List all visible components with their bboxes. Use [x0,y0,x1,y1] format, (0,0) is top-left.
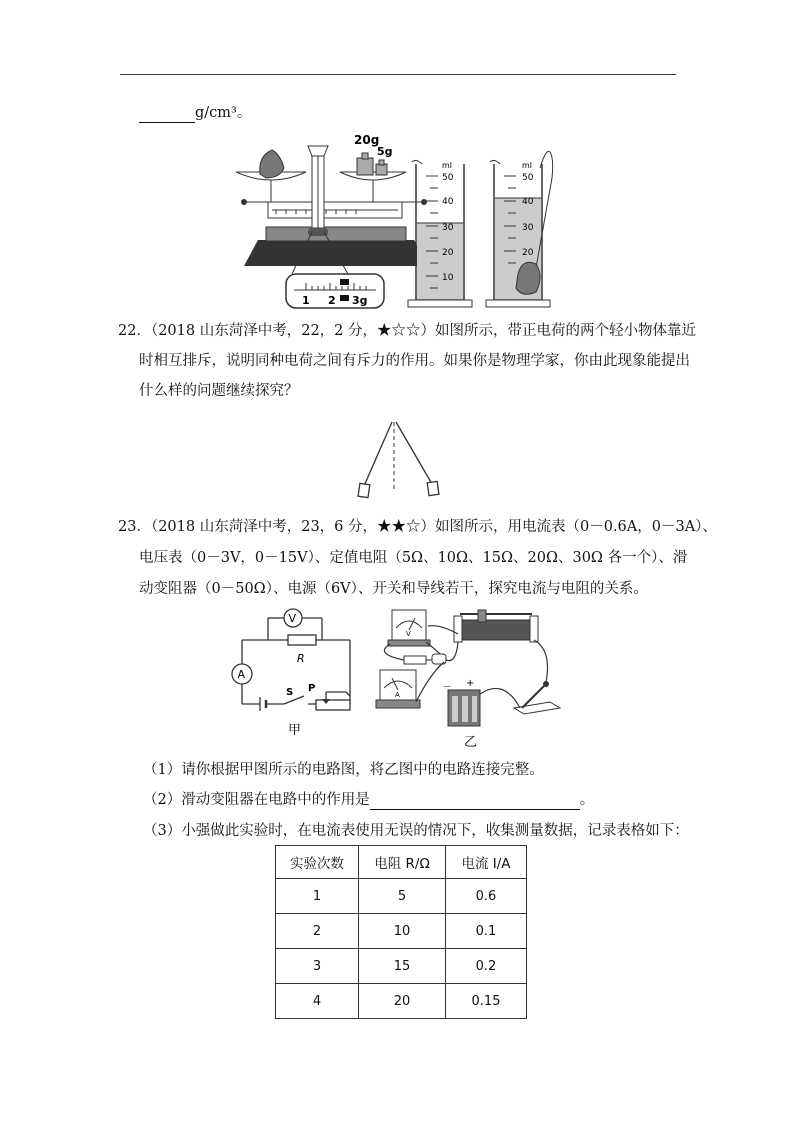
scale-label-3g: 3g [352,294,368,307]
battery-plus-label: + [466,678,475,689]
q23-sub2-prefix: （2）滑动变阻器在电路中的作用是 [143,792,370,808]
q23-sub3: （3）小强做此实验时，在电流表使用无误的情况下，收集测量数据，记录表格如下： [143,823,689,839]
cell-current: 0.6 [446,879,527,914]
resistor-label: R [297,652,305,665]
table-row [276,949,527,984]
q22-line1 [118,321,696,341]
fixed-resistor-device [404,654,446,664]
q22-text1: （2018 山东菏泽中考，22，2 分，★☆☆）如图所示，带正电荷的两个轻小物体靠近 [150,323,696,339]
header-trial: 实验次数 [276,846,359,879]
battery-minus-label: － [442,682,452,693]
cyl2-tick-20: 20 [522,248,534,258]
q23-sub2-answer-blank[interactable] [370,809,580,810]
charged-objects-figure [350,418,450,502]
cyl2-tick-30: 30 [522,223,534,233]
voltmeter-device [388,610,430,646]
ammeter-device-label: A [395,691,400,699]
cell-resistance: 5 [359,879,446,914]
pointer-scale [308,146,328,156]
rider [340,279,349,285]
density-answer-blank[interactable] [139,122,195,123]
cell-trial: 1 [276,879,359,914]
resistor-symbol [288,635,316,645]
balance-cylinder-figure [236,128,566,318]
switch-device [514,681,560,714]
left-thread [364,422,392,486]
rheostat-symbol [316,700,350,710]
q23-line2: 电压表（0－3V，0－15V）、定值电阻（5Ω、10Ω、15Ω、20Ω、30Ω 各一个）、滑 [139,550,688,566]
table-header-row [276,846,527,879]
balance-platform [266,227,406,241]
cyl1-tick-10: 10 [442,273,454,283]
rheostat-device [454,610,538,642]
cell-trial: 4 [276,984,359,1019]
weight-20g [357,158,373,175]
cell-trial: 2 [276,914,359,949]
table-row [276,984,527,1019]
voltmeter-label: V [288,612,297,625]
table-row [276,914,527,949]
weight-label-5g: 5g [377,145,393,158]
cyl2-tick-40: 40 [522,197,534,207]
scale-label-1: 1 [302,294,310,307]
cell-current: 0.1 [446,914,527,949]
voltmeter-device-label: V [406,630,411,638]
ammeter-device [376,670,420,708]
ammeter-label: A [237,668,246,681]
cyl1-unit: ml [442,161,453,170]
q23-sub1: （1）请你根据甲图所示的电路图，将乙图中的电路连接完整。 [143,762,544,778]
data-table [275,845,527,1019]
scale-label-2: 2 [328,294,336,307]
table-row [276,879,527,914]
weight-label-20g: 20g [354,133,380,147]
physical-circuit-yi [370,604,570,750]
header-resistance: 电阻 R/Ω [359,846,446,879]
q23-text1: （2018 山东菏泽中考，23，6 分，★★☆）如图所示，用电流表（0－0.6A，0－3A）、 [150,519,717,535]
measuring-cylinder-2 [486,151,553,307]
q23-sub2 [143,790,594,810]
density-unit: g/cm³。 [195,105,252,121]
slider-label: P [308,683,316,694]
cyl1-tick-20: 20 [442,248,454,258]
stone [260,150,284,178]
figure-caption-jia: 甲 [288,723,302,738]
cyl2-tick-50: 50 [522,173,534,183]
cell-resistance: 10 [359,914,446,949]
q23-line3: 动变阻器（0－50Ω）、电源（6V）、开关和导线若干，探究电流与电阻的关系。 [139,581,648,597]
cell-trial: 3 [276,949,359,984]
cell-current: 0.2 [446,949,527,984]
q23-sub2-suffix: 。 [579,792,595,808]
figure-caption-yi: 乙 [464,735,478,750]
circuit-diagram-jia [226,600,360,740]
left-charged-object [358,483,370,497]
header-current: 电流 I/A [446,846,527,879]
header-rule [120,74,676,75]
q23-number: 23． [118,519,151,535]
right-thread [396,422,432,484]
cyl1-tick-30: 30 [442,223,454,233]
cell-resistance: 15 [359,949,446,984]
q23-line1 [118,517,717,537]
density-answer-line [139,103,251,123]
battery-device [442,678,480,726]
q22-line2: 时相互排斥，说明同种电荷之间有斥力的作用。如果你是物理学家，你由此现象能提出 [139,353,690,369]
weight-5g [376,164,387,175]
cell-resistance: 20 [359,984,446,1019]
cyl1-tick-40: 40 [442,197,454,207]
cyl2-unit: ml [522,161,533,170]
measuring-cylinder-1 [408,160,472,307]
right-charged-object [427,481,439,495]
cell-current: 0.15 [446,984,527,1019]
switch-label: S [286,687,294,698]
cyl1-tick-50: 50 [442,173,454,183]
q22-number: 22． [118,323,151,339]
q22-line3: 什么样的问题继续探究？ [139,383,299,399]
